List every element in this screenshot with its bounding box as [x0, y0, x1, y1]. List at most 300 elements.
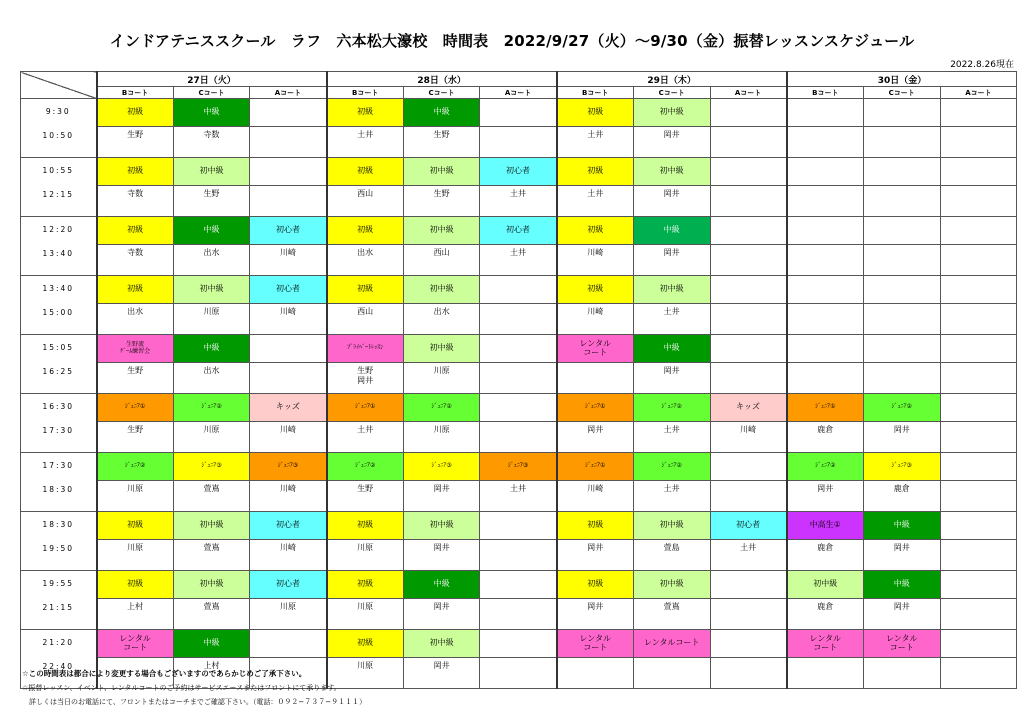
footer-note: 詳しくは当日のお電話にて、フロントまたはコーチまでご確認下さい。（電話：０９２−７３７−９１１１） [22, 698, 367, 706]
lesson-cell: ｼﾞｭﾆｱ① [327, 394, 404, 422]
lesson-cell [250, 99, 327, 127]
end-time: 18:30 [42, 485, 75, 494]
instructor-name: 川原 [433, 425, 450, 434]
instructor-cell [250, 245, 327, 276]
court-header: Bコート [97, 87, 174, 99]
instructor-name: 寺数 [127, 248, 144, 257]
start-time: 16:30 [42, 402, 75, 411]
instructor-cell [173, 245, 250, 276]
instructor-cell [787, 186, 864, 217]
instructor-cell [863, 422, 940, 453]
instructor-name: 土井 [663, 307, 680, 316]
lesson-cell [480, 335, 557, 363]
lesson-cell: 中級 [173, 335, 250, 363]
lesson-cell [940, 394, 1017, 422]
start-time: 10:55 [42, 166, 75, 175]
lesson-cell: ｼﾞｭﾆｱ② [327, 453, 404, 481]
instructor-cell [940, 186, 1017, 217]
time-cell [21, 394, 97, 453]
instructor-cell [710, 599, 787, 630]
end-time: 19:50 [42, 544, 75, 553]
lesson-cell: 初中級 [633, 158, 710, 186]
start-time: 19:55 [42, 579, 75, 588]
instructor-cell [480, 363, 557, 394]
lesson-cell: ｼﾞｭﾆｱ① [97, 394, 174, 422]
instructor-name: 川崎 [279, 248, 296, 257]
lesson-cell: 初中級 [403, 217, 480, 245]
instructor-cell [940, 599, 1017, 630]
instructor-cell [787, 245, 864, 276]
instructor-cell [403, 127, 480, 158]
lesson-cell: 初級 [327, 571, 404, 599]
instructor-cell [940, 363, 1017, 394]
lesson-cell: 初中級 [633, 571, 710, 599]
end-time: 13:40 [42, 249, 75, 258]
instructor-cell [710, 540, 787, 571]
instructor-cell [557, 363, 634, 394]
instructor-cell [403, 186, 480, 217]
instructor-name: 川崎 [279, 425, 296, 434]
instructor-cell [97, 363, 174, 394]
lesson-cell: キッズ [250, 394, 327, 422]
instructor-cell [327, 481, 404, 512]
instructor-name: 岡井 [433, 484, 450, 493]
instructor-name: 上村 [127, 602, 144, 611]
time-cell [21, 217, 97, 276]
instructor-cell [327, 127, 404, 158]
instructor-name: 岡井 [433, 602, 450, 611]
lesson-cell: 中級 [173, 99, 250, 127]
instructor-cell [710, 658, 787, 689]
instructor-name: 出水 [127, 307, 144, 316]
instructor-name: 出水 [357, 248, 374, 257]
instructor-name: 生野 [433, 130, 450, 139]
instructor-cell [403, 363, 480, 394]
time-slot-row [21, 453, 1017, 481]
instructor-cell [480, 658, 557, 689]
start-time: 18:30 [42, 520, 75, 529]
court-header: Aコート [940, 87, 1017, 99]
lesson-cell: 初級 [97, 99, 174, 127]
lesson-cell: ｼﾞｭﾆｱ② [633, 453, 710, 481]
lesson-cell: 初級 [557, 217, 634, 245]
instructor-name: 川原 [203, 307, 220, 316]
lesson-cell: ｼﾞｭﾆｱ③ [403, 453, 480, 481]
lesson-cell: 中級 [863, 571, 940, 599]
lesson-cell: 初級 [97, 276, 174, 304]
instructor-cell [633, 481, 710, 512]
instructor-name: 川崎 [587, 248, 604, 257]
instructor-cell [557, 481, 634, 512]
instructor-row [21, 127, 1017, 158]
lesson-cell [250, 630, 327, 658]
instructor-name: 岡井 [663, 248, 680, 257]
instructor-name: 萱嶌 [203, 543, 220, 552]
lesson-cell: 初心者 [250, 571, 327, 599]
lesson-cell [710, 630, 787, 658]
instructor-name: 寺数 [203, 130, 220, 139]
instructor-name: 西山 [357, 307, 374, 316]
instructor-cell [787, 540, 864, 571]
instructor-cell [327, 363, 404, 394]
lesson-cell: ﾌﾟﾗｲﾍﾞｰﾄﾚｯｽﾝ [327, 335, 404, 363]
corner-cell [21, 72, 97, 99]
instructor-name: 岡井 [587, 543, 604, 552]
end-time: 16:25 [42, 367, 75, 376]
court-header: Cコート [633, 87, 710, 99]
lesson-cell [863, 158, 940, 186]
instructor-name: 川原 [127, 543, 144, 552]
instructor-name: 出水 [203, 248, 220, 257]
instructor-name: 土井 [663, 484, 680, 493]
lesson-cell: キッズ [710, 394, 787, 422]
instructor-row [21, 186, 1017, 217]
lesson-cell: 中級 [403, 99, 480, 127]
time-slot-row [21, 571, 1017, 599]
instructor-cell [710, 186, 787, 217]
lesson-cell: 初級 [557, 512, 634, 540]
lesson-cell: 初心者 [250, 512, 327, 540]
instructor-cell [863, 304, 940, 335]
lesson-cell [250, 158, 327, 186]
instructor-cell [940, 127, 1017, 158]
instructor-cell [327, 186, 404, 217]
instructor-cell [710, 127, 787, 158]
lesson-cell: ｼﾞｭﾆｱ③ [480, 453, 557, 481]
instructor-name: 川原 [203, 425, 220, 434]
lesson-cell: ｼﾞｭﾆｱ③ [863, 453, 940, 481]
instructor-cell [97, 304, 174, 335]
start-time: 13:40 [42, 284, 75, 293]
instructor-row [21, 422, 1017, 453]
lesson-cell: 初級 [327, 99, 404, 127]
instructor-cell [250, 481, 327, 512]
instructor-cell [557, 599, 634, 630]
lesson-cell: 初級 [327, 217, 404, 245]
lesson-cell: 初級 [327, 276, 404, 304]
instructor-cell [480, 540, 557, 571]
court-header: Cコート [403, 87, 480, 99]
lesson-cell: レンタルコート [633, 630, 710, 658]
end-time: 21:15 [42, 603, 75, 612]
lesson-cell: 中高生① [787, 512, 864, 540]
instructor-name: 川原 [127, 484, 144, 493]
lesson-cell: レンタル コート [787, 630, 864, 658]
instructor-cell [97, 422, 174, 453]
lesson-cell: ｼﾞｭﾆｱ③ [250, 453, 327, 481]
instructor-name: 出水 [433, 307, 450, 316]
instructor-name: 川原 [357, 661, 374, 670]
end-time: 12:15 [42, 190, 75, 199]
court-header: Bコート [787, 87, 864, 99]
instructor-cell [940, 481, 1017, 512]
as-of-date: 2022.8.26現在 [950, 60, 1014, 70]
lesson-cell: 初中級 [403, 630, 480, 658]
lesson-cell [940, 453, 1017, 481]
instructor-cell [173, 304, 250, 335]
instructor-name: 岡井 [587, 425, 604, 434]
lesson-cell [710, 453, 787, 481]
instructor-cell [250, 422, 327, 453]
lesson-cell: 初級 [97, 158, 174, 186]
instructor-cell [97, 127, 174, 158]
time-cell [21, 335, 97, 394]
instructor-name: 土井 [510, 484, 527, 493]
time-cell [21, 276, 97, 335]
instructor-cell [173, 186, 250, 217]
instructor-name: 土井 [587, 130, 604, 139]
lesson-cell [710, 158, 787, 186]
instructor-cell [327, 304, 404, 335]
lesson-cell: 初心者 [250, 276, 327, 304]
instructor-name: 萱島 [663, 543, 680, 552]
instructor-cell [97, 599, 174, 630]
end-time: 15:00 [42, 308, 75, 317]
instructor-cell [480, 422, 557, 453]
lesson-cell: ｼﾞｭﾆｱ③ [173, 453, 250, 481]
instructor-cell [403, 658, 480, 689]
lesson-cell: 生野流 ｹﾞｰﾑ練習会 [97, 335, 174, 363]
instructor-cell [863, 540, 940, 571]
instructor-cell [327, 599, 404, 630]
instructor-name: 川崎 [587, 484, 604, 493]
instructor-cell [633, 599, 710, 630]
lesson-cell: 初級 [97, 217, 174, 245]
start-time: 9:30 [45, 107, 71, 116]
instructor-name: 岡井 [357, 376, 374, 386]
lesson-cell: 初中級 [633, 99, 710, 127]
lesson-cell: 中級 [633, 335, 710, 363]
lesson-cell [480, 512, 557, 540]
instructor-cell [787, 422, 864, 453]
lesson-cell: 初心者 [250, 217, 327, 245]
instructor-name: 萱嶌 [203, 484, 220, 493]
instructor-name: 岡井 [893, 602, 910, 611]
lesson-cell: 中級 [633, 217, 710, 245]
lesson-cell: 初中級 [403, 276, 480, 304]
lesson-cell [787, 158, 864, 186]
instructor-row [21, 599, 1017, 630]
instructor-cell [97, 186, 174, 217]
day-header: 28日（水） [327, 72, 557, 87]
instructor-cell [633, 127, 710, 158]
instructor-cell [173, 422, 250, 453]
instructor-cell [480, 127, 557, 158]
schedule-table [20, 71, 1017, 689]
time-slot-row [21, 99, 1017, 127]
instructor-name: 生野 [203, 189, 220, 198]
lesson-cell: 初級 [327, 512, 404, 540]
instructor-cell [403, 481, 480, 512]
instructor-cell [710, 481, 787, 512]
instructor-cell [557, 186, 634, 217]
lesson-cell: レンタル コート [557, 335, 634, 363]
lesson-cell [710, 335, 787, 363]
lesson-cell [940, 630, 1017, 658]
instructor-cell [327, 540, 404, 571]
instructor-cell [863, 481, 940, 512]
instructor-name: 鹿倉 [817, 425, 834, 434]
instructor-cell [250, 127, 327, 158]
lesson-cell: 初中級 [633, 512, 710, 540]
instructor-cell [480, 245, 557, 276]
day-header: 30日（金） [787, 72, 1017, 87]
lesson-cell: 初中級 [787, 571, 864, 599]
instructor-name: 岡井 [663, 189, 680, 198]
instructor-cell [327, 422, 404, 453]
lesson-cell [710, 276, 787, 304]
instructor-cell [557, 304, 634, 335]
instructor-cell [940, 540, 1017, 571]
day-header: 27日（火） [97, 72, 327, 87]
lesson-cell: 中級 [863, 512, 940, 540]
instructor-name: 西山 [357, 189, 374, 198]
lesson-cell: 初級 [327, 158, 404, 186]
instructor-cell [250, 540, 327, 571]
lesson-cell: 中級 [173, 217, 250, 245]
instructor-cell [633, 245, 710, 276]
time-slot-row [21, 158, 1017, 186]
lesson-cell: レンタル コート [97, 630, 174, 658]
instructor-cell [173, 127, 250, 158]
lesson-cell: レンタル コート [863, 630, 940, 658]
start-time: 17:30 [42, 461, 75, 470]
lesson-cell: 初中級 [173, 276, 250, 304]
instructor-cell [250, 363, 327, 394]
lesson-cell: 初中級 [633, 276, 710, 304]
lesson-cell: 初中級 [173, 512, 250, 540]
instructor-cell [327, 245, 404, 276]
time-slot-row [21, 630, 1017, 658]
instructor-cell [863, 363, 940, 394]
instructor-name: 鹿倉 [893, 484, 910, 493]
instructor-name: 川原 [433, 366, 450, 375]
instructor-cell [250, 186, 327, 217]
lesson-cell: 初中級 [403, 512, 480, 540]
instructor-name: 生野 [433, 189, 450, 198]
instructor-cell [787, 127, 864, 158]
instructor-cell [557, 658, 634, 689]
instructor-cell [97, 481, 174, 512]
instructor-name: 岡井 [433, 543, 450, 552]
lesson-cell [863, 99, 940, 127]
lesson-cell [480, 630, 557, 658]
instructor-cell [250, 599, 327, 630]
instructor-name: 鹿倉 [817, 602, 834, 611]
time-slot-row [21, 394, 1017, 422]
instructor-name: 寺数 [127, 189, 144, 198]
lesson-cell [787, 99, 864, 127]
instructor-name: 土井 [510, 248, 527, 257]
lesson-cell: ｼﾞｭﾆｱ② [633, 394, 710, 422]
instructor-name: 川原 [357, 543, 374, 552]
instructor-name: 萱嶌 [203, 602, 220, 611]
lesson-cell: レンタル コート [557, 630, 634, 658]
instructor-name: 土井 [663, 425, 680, 434]
instructor-cell [97, 245, 174, 276]
instructor-cell [403, 422, 480, 453]
instructor-name: 土井 [357, 130, 374, 139]
instructor-cell [557, 540, 634, 571]
lesson-cell [940, 512, 1017, 540]
instructor-cell [173, 363, 250, 394]
court-header: Bコート [557, 87, 634, 99]
lesson-cell [940, 335, 1017, 363]
instructor-name: 生野 [127, 425, 144, 434]
lesson-cell [863, 217, 940, 245]
lesson-cell: 初級 [557, 571, 634, 599]
lesson-cell [940, 276, 1017, 304]
lesson-cell: 初級 [557, 158, 634, 186]
lesson-cell [863, 335, 940, 363]
instructor-cell [863, 658, 940, 689]
start-time: 21:20 [42, 638, 75, 647]
instructor-row [21, 304, 1017, 335]
instructor-name: 生野 [127, 366, 144, 375]
lesson-cell [940, 158, 1017, 186]
instructor-cell [557, 127, 634, 158]
time-cell [21, 99, 97, 158]
lesson-cell [480, 571, 557, 599]
lesson-cell [480, 394, 557, 422]
instructor-cell [710, 422, 787, 453]
instructor-cell [787, 481, 864, 512]
lesson-cell: 初級 [327, 630, 404, 658]
lesson-cell [940, 99, 1017, 127]
end-time: 17:30 [42, 426, 75, 435]
instructor-name: 土井 [357, 425, 374, 434]
instructor-name: 川崎 [279, 484, 296, 493]
instructor-row [21, 540, 1017, 571]
instructor-cell [710, 363, 787, 394]
instructor-cell [403, 245, 480, 276]
court-header: Aコート [710, 87, 787, 99]
instructor-name: 川崎 [279, 543, 296, 552]
instructor-cell [633, 422, 710, 453]
instructor-name: 出水 [203, 366, 220, 375]
instructor-cell [863, 599, 940, 630]
lesson-cell: ｼﾞｭﾆｱ② [403, 394, 480, 422]
lesson-cell: 初心者 [710, 512, 787, 540]
lesson-cell [480, 99, 557, 127]
time-slot-row [21, 217, 1017, 245]
page-title: インドアテニススクール ラフ 六本松大濠校 時間表 2022/9/27（火）〜9/30（金）振替レッスンスケジュール [109, 32, 915, 50]
lesson-cell [787, 276, 864, 304]
instructor-name: 土井 [740, 543, 757, 552]
footer-note: ☆振替レッスン、イベント、レンタルコートのご予約はサービスエースまたはフロントにて承ります。 [22, 684, 341, 692]
time-cell [21, 571, 97, 630]
instructor-cell [787, 304, 864, 335]
instructor-cell [557, 245, 634, 276]
lesson-cell: ｼﾞｭﾆｱ② [173, 394, 250, 422]
lesson-cell: ｼﾞｭﾆｱ① [557, 453, 634, 481]
instructor-cell [940, 245, 1017, 276]
lesson-cell [710, 571, 787, 599]
lesson-cell: ｼﾞｭﾆｱ② [787, 453, 864, 481]
lesson-cell: 初級 [97, 512, 174, 540]
start-time: 12:20 [42, 225, 75, 234]
lesson-cell: ｼﾞｭﾆｱ② [97, 453, 174, 481]
instructor-cell [787, 658, 864, 689]
instructor-name: 上村 [203, 661, 220, 670]
lesson-cell: 初級 [557, 99, 634, 127]
time-cell [21, 453, 97, 512]
lesson-cell: 初中級 [173, 571, 250, 599]
instructor-row [21, 245, 1017, 276]
instructor-cell [403, 304, 480, 335]
instructor-name: 萱嶌 [663, 602, 680, 611]
instructor-cell [97, 540, 174, 571]
